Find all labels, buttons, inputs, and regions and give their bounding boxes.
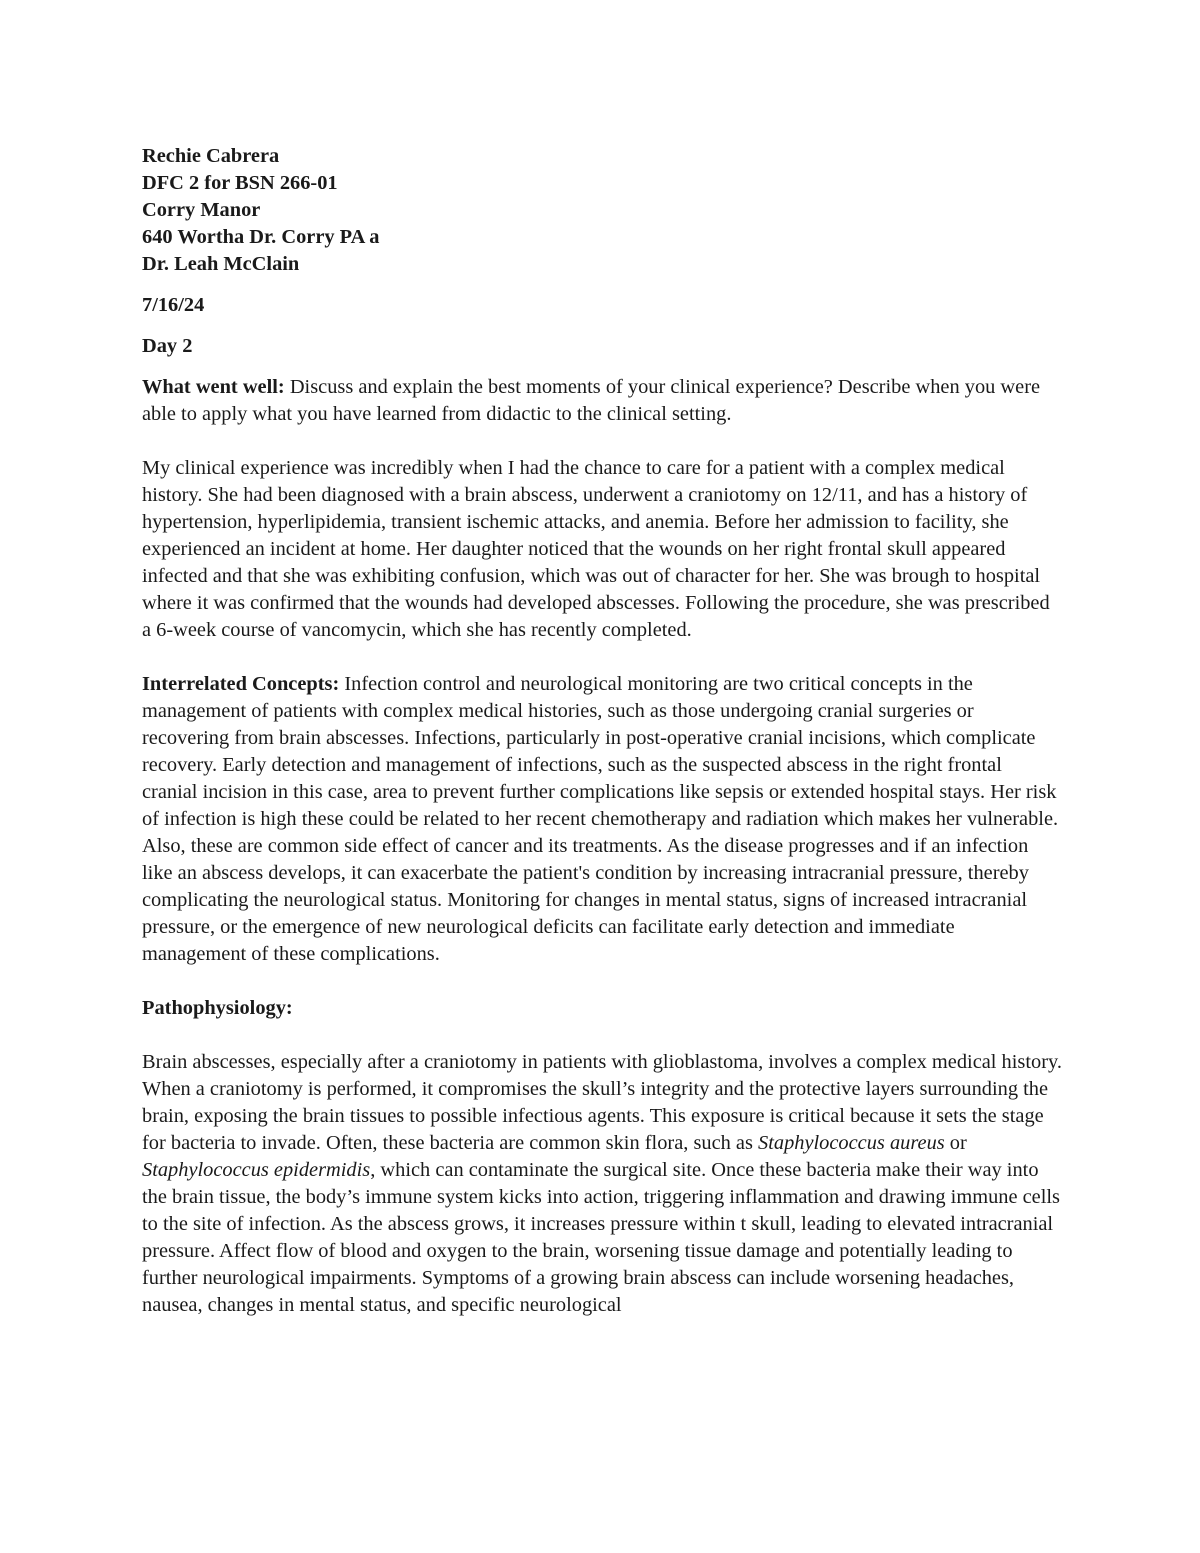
interrelated-concepts-paragraph <box>142 671 1062 968</box>
course-line: DFC 2 for BSN 266-01 <box>142 172 338 194</box>
organism-staph-aureus: Staphylococcus aureus <box>758 1132 945 1154</box>
organism-connector: or <box>944 1132 967 1154</box>
what-went-well-prompt <box>142 374 1062 428</box>
day-label: Day 2 <box>142 335 193 357</box>
what-went-well-question: Discuss and explain the best moments of your clinical experience? Describe when you were able to apply what you have learned from didactic to the clinical setting. <box>142 376 1041 425</box>
organism-staph-epidermidis: Staphylococcus epidermidis <box>142 1159 371 1181</box>
pathophysiology-text-part2: , which can contaminate the surgical site. Once these bacteria make their way into the brain tissue, the body’s immune system kicks into action, triggering inflammation and drawing immune cells to the site of infection. As the abscess grows, it increases pressure within t skull, leading to elevated intracranial pressure. Affect flow of blood and oxygen to the brain, worsening tissue damage and potentially leading to further neurological impairments. Symptoms of a growing brain abscess can include worsening headaches, nausea, changes in mental status, and specific neurological <box>142 1159 1060 1316</box>
facility-name: Corry Manor <box>142 199 261 221</box>
pathophysiology-paragraph <box>142 1049 1062 1319</box>
pathophysiology-heading: Pathophysiology: <box>142 997 293 1019</box>
interrelated-concepts-label: Interrelated Concepts: <box>142 673 340 695</box>
what-went-well-response: My clinical experience was incredibly when I had the chance to care for a patient with a complex medical history. She had been diagnosed with a brain abscess, underwent a craniotomy on 12/11, and has a history of hypertension, hyperlipidemia, transient ischemic attacks, and anemia. Before her admission to facility, she experienced an incident at home. Her daughter noticed that the wounds on her right frontal skull appeared infected and that she was exhibiting confusion, which was out of character for her. She was brough to hospital where it was confirmed that the wounds had developed abscesses. Following the procedure, she was prescribed a 6-week course of vancomycin, which she has recently completed. <box>142 457 1050 641</box>
document-body <box>142 143 1062 1319</box>
interrelated-concepts-text: Infection control and neurological monitoring are two critical concepts in the management of patients with complex medical histories, such as those undergoing cranial surgeries or recovering from brain abscesses. Infections, particularly in post-operative cranial incisions, which complicate recovery. Early detection and management of infections, such as the suspected abscess in the right frontal cranial incision in this case, area to prevent further complications like sepsis or extended hospital stays. Her risk of infection is high these could be related to her recent chemotherapy and radiation which makes her vulnerable. Also, these are common side effect of cancer and its treatments. As the disease progresses and if an infection like an abscess develops, it can exacerbate the patient's condition by increasing intracranial pressure, thereby complicating the neurological status. Monitoring for changes in mental status, signs of increased intracranial pressure, or the emergence of new neurological deficits can facilitate early detection and immediate management of these complications. <box>142 673 1059 965</box>
what-went-well-label: What went well: <box>142 376 285 398</box>
facility-address: 640 Wortha Dr. Corry PA a <box>142 226 380 248</box>
student-name: Rechie Cabrera <box>142 145 280 167</box>
pathophysiology-text-part1: Brain abscesses, especially after a craniotomy in patients with glioblastoma, involves a complex medical history. When a craniotomy is performed, it compromises the skull’s integrity and the protective layers surrounding the brain, exposing the brain tissues to possible infectious agents. This exposure is critical because it sets the stage for bacteria to invade. Often, these bacteria are common skin flora, such as <box>142 1051 1062 1154</box>
instructor-name: Dr. Leah McClain <box>142 253 300 275</box>
entry-date: 7/16/24 <box>142 294 205 316</box>
